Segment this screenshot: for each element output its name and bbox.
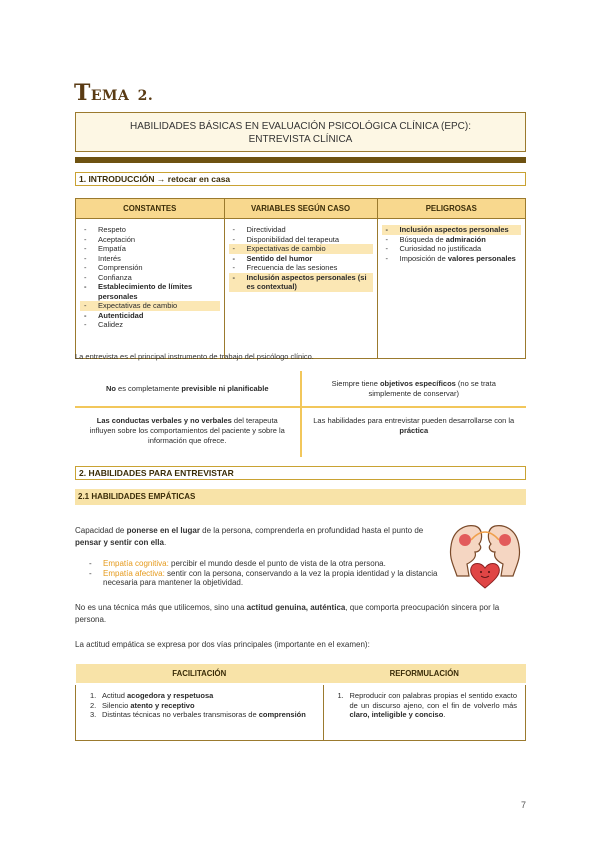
list-item-bold: comprensión (258, 710, 306, 719)
list-item: - Empatía (80, 244, 220, 254)
list-item-text: Actitud (102, 691, 128, 700)
list-item: - Expectativas de cambio (80, 301, 220, 311)
empathy-type-label: Empatía afectiva: (103, 568, 165, 578)
chapter-number: 2. (137, 88, 154, 104)
feature-text: es completamente (115, 383, 182, 393)
list-item: - Calidez (80, 320, 220, 330)
list-item: - Confianza (80, 273, 220, 283)
header-variables: VARIABLES SEGÚN CASO (224, 199, 377, 219)
chapter-title (74, 80, 153, 106)
empathy-type-text: percibir el mundo desde el punto de vista de la otra persona. (168, 559, 386, 568)
list-item: 2. Silencio atento y receptivo (90, 700, 195, 710)
page-number: 7 (521, 800, 527, 810)
intro-paragraph: La entrevista es el principal instrumento de trabajo del psicólogo clínico. (75, 352, 314, 361)
feature-bold: No (105, 383, 116, 393)
list-item: 3. Distintas técnicas no verbales transmisoras de comprensión (90, 710, 306, 719)
list-item-text: . (443, 710, 446, 719)
list-item: - Comprensión (80, 263, 220, 273)
list-item: - Disponibilidad del terapeuta (229, 235, 373, 245)
list-item-text: Silencio (102, 700, 131, 710)
topic-title-line1: HABILIDADES BÁSICAS EN EVALUACIÓN PSICOLÓGICA CLÍNICA (EPC): (129, 121, 472, 132)
topic-title-box (75, 112, 526, 152)
empathy-text: Capacidad de (75, 526, 127, 535)
interview-features-table (75, 371, 526, 457)
list-item: - Inclusión aspectos personales (382, 225, 522, 235)
empathy-attitude-paragraph (75, 602, 526, 626)
feature-cell-2 (301, 371, 527, 407)
list-item: - Sentido del humor (229, 254, 373, 264)
list-item (382, 254, 522, 264)
feature-bold: práctica (399, 426, 429, 435)
feature-bold: previsible ni planificable (181, 383, 269, 393)
header-reformulacion: REFORMULACIÓN (323, 664, 526, 684)
list-item-text: Búsqueda de (399, 234, 446, 244)
empathy-types-list (75, 559, 440, 588)
topic-title-line2: ENTREVISTA CLÍNICA (248, 134, 353, 145)
empathy-text: . (163, 538, 167, 547)
chapter-title-initial: T (74, 80, 91, 106)
attitude-bold: actitud genuina, auténtica (246, 603, 346, 612)
list-item (85, 569, 440, 588)
list-item-bold: atento y receptivo (130, 700, 195, 710)
list-item (85, 559, 440, 569)
list-item-text: Distintas técnicas no verbales transmisoras de (102, 710, 259, 719)
chapter-title-rest: EMA (90, 88, 130, 104)
feature-cell-4 (301, 407, 527, 457)
list-item-bold: valores personales (447, 253, 516, 263)
constantes-cell (76, 219, 225, 359)
list-item: - Autenticidad (80, 311, 220, 321)
list-item: - Frecuencia de las sesiones (229, 263, 373, 273)
empathy-ways-table (75, 664, 526, 741)
peligrosas-cell (377, 219, 526, 359)
subsection-heading-empaticas: 2.1 HABILIDADES EMPÁTICAS (75, 489, 526, 505)
list-item: - Curiosidad no justificada (382, 244, 522, 254)
empathy-type-label: Empatía cognitiva: (103, 559, 169, 568)
list-item-bold: claro, inteligible y conciso (349, 710, 444, 719)
list-item: - Aceptación (80, 235, 220, 245)
feature-text: (no se trata simplemente de conservar) (368, 378, 496, 398)
feature-cell-1 (75, 371, 301, 407)
empathy-bold: ponerse en el lugar (126, 526, 200, 535)
attitude-text: No es una técnica más que utilicemos, sino una (75, 603, 247, 612)
header-facilitacion: FACILITACIÓN (76, 664, 324, 684)
list-item: - Inclusión aspectos personales (si es contextual) (229, 273, 373, 292)
list-item-bold: acogedora y respetuosa (127, 691, 214, 700)
section-heading-habilidades: 2. HABILIDADES PARA ENTREVISTAR (75, 466, 526, 480)
feature-bold: Las conductas verbales y no verbales (96, 416, 232, 425)
list-item (382, 235, 522, 245)
list-item: - Establecimiento de límites personales (80, 282, 220, 301)
feature-text: Siempre tiene (331, 378, 380, 388)
list-item: - Directividad (229, 225, 373, 235)
list-item-text: Imposición de (399, 253, 448, 263)
list-item: - Interés (80, 254, 220, 264)
empathy-bold: pensar y sentir con ella (75, 538, 164, 547)
list-item-bold: admiración (445, 234, 486, 244)
feature-bold: objetivos específicos (379, 378, 456, 388)
feature-text: del terapeuta influyen sobre los comportamientos del paciente y sobre la información que ofrece. (89, 416, 285, 445)
attitude-text: , que comporta preocupación sincera por la persona. (75, 603, 500, 624)
qualities-table (75, 198, 526, 359)
empathy-definition (75, 525, 440, 549)
list-item: 1. Reproducir con palabras propias el sentido exacto de un discurso ajeno, con el fin de volverlo más claro, inteligible y conciso. (337, 691, 517, 719)
list-item-text: Reproducir con palabras propias el sentido exacto de un discurso ajeno, con el fin de volverlo más (349, 691, 517, 710)
section-heading-introduccion: 1. INTRODUCCIÓN → retocar en casa (75, 172, 526, 186)
reformulacion-cell (323, 684, 526, 740)
empathy-heads-icon (445, 514, 525, 590)
facilitacion-cell (76, 684, 324, 740)
feature-text: Las habilidades para entrevistar pueden desarrollarse con la (313, 416, 515, 425)
header-peligrosas: PELIGROSAS (377, 199, 526, 219)
header-constantes: CONSTANTES (76, 199, 225, 219)
divider-bar (75, 157, 526, 163)
list-item: - Respeto (80, 225, 220, 235)
variables-cell (224, 219, 377, 359)
two-ways-paragraph: La actitud empática se expresa por dos vías principales (importante en el examen): (75, 640, 370, 649)
feature-cell-3 (75, 407, 301, 457)
list-item: 1. Actitud acogedora y respetuosa (90, 691, 214, 700)
empathy-text: de la persona, comprenderla en profundidad hasta el punto de (199, 526, 424, 535)
empathy-type-text: sentir con la persona, conservando a la vez la propia identidad y la distancia necesaria para mantener la objetividad. (103, 568, 438, 587)
list-item: - Expectativas de cambio (229, 244, 373, 254)
